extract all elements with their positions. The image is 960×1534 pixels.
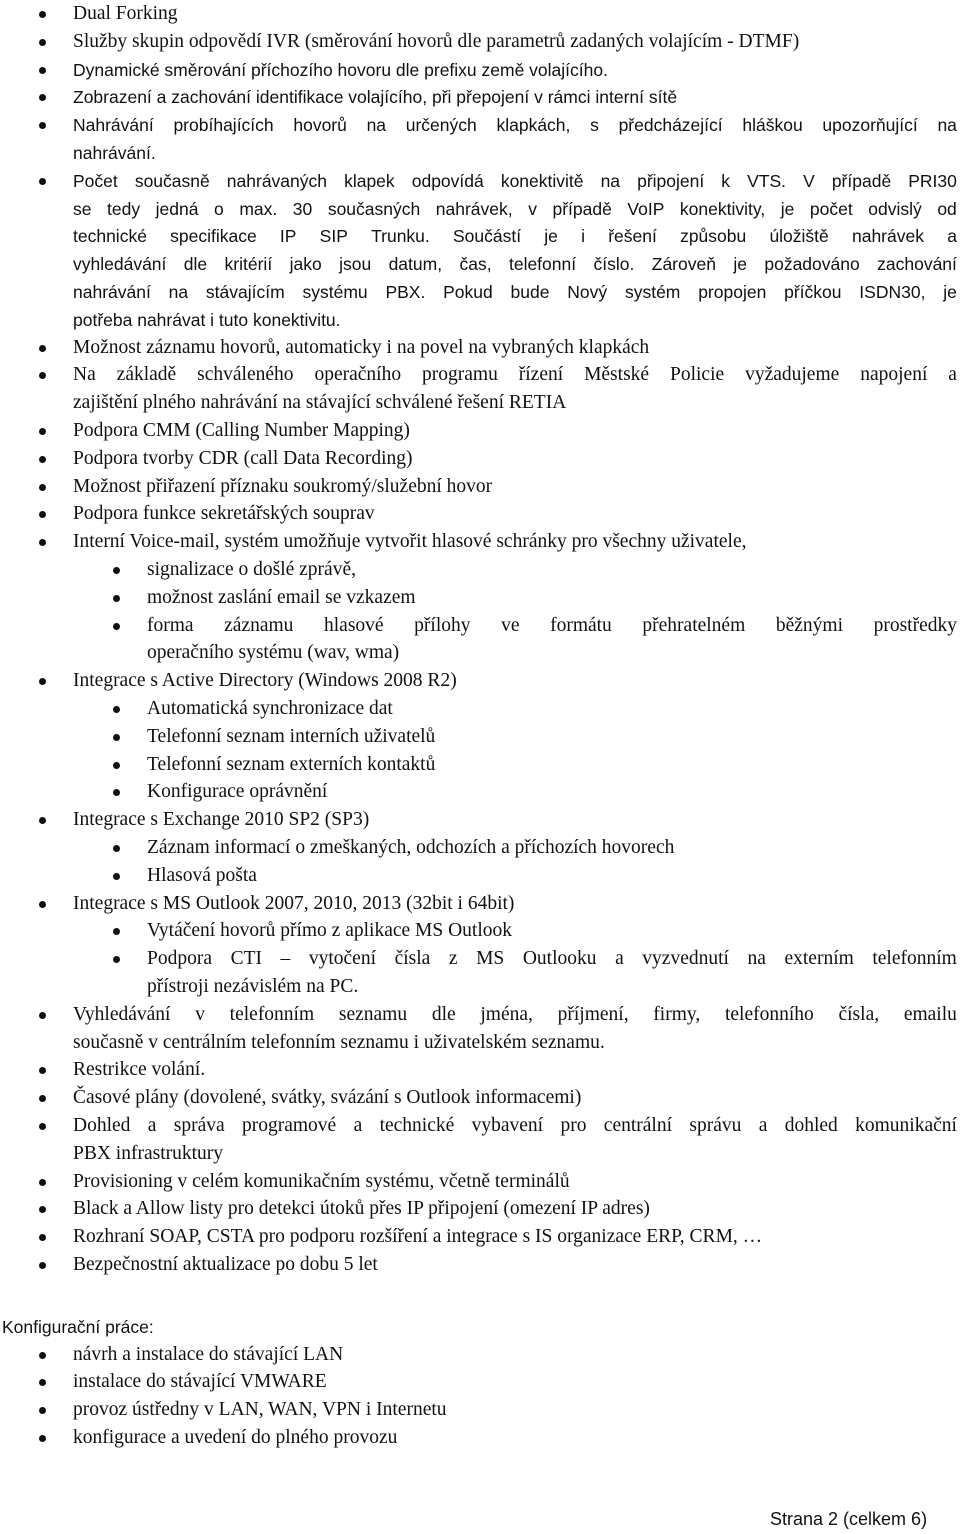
sub-bullet-icon <box>113 789 120 796</box>
list-item-text: Integrace s Exchange 2010 SP2 (SP3) <box>73 809 370 831</box>
sub-bullet-icon <box>113 623 120 630</box>
bullet-icon <box>39 372 46 379</box>
bullet-icon <box>39 94 46 101</box>
list-item-text: Telefonní seznam externích kontaktů <box>147 753 436 775</box>
bullet-icon <box>39 1435 46 1442</box>
bullet-icon <box>39 1095 46 1102</box>
bullet-icon <box>39 67 46 74</box>
list-item-text: Na základě schváleného operačního programu řízení Městské Policie vyžadujeme napojení a <box>73 364 957 386</box>
sub-bullet-icon <box>113 706 120 713</box>
bullet-icon <box>39 1262 46 1269</box>
list-item-text: zajištění plného nahrávání na stávající schválené řešení RETIA <box>73 392 567 414</box>
list-item-text: Dohled a správa programové a technické vybavení pro centrální správu a dohled komunikační <box>73 1115 957 1136</box>
list-item-text: instalace do stávající VMWARE <box>73 1371 327 1393</box>
list-item-text: Nahrávání probíhajících hovorů na určených klapkách, s předcházející hláškou upozorňující na <box>73 115 957 136</box>
list-item-text: Automatická synchronizace dat <box>147 698 393 719</box>
list-item-text: se tedy jedná o max. 30 současných nahrávek, v případě VoIP konektivity, je počet odvislý od <box>73 198 957 219</box>
list-item-text: Rozhraní SOAP, CSTA pro podporu rozšíření a integrace s IS organizace ERP, CRM, … <box>73 1226 763 1248</box>
list-item-text: signalizace o došlé zprávě, <box>147 559 356 580</box>
list-item-text: Vytáčení hovorů přímo z aplikace MS Outlook <box>147 920 513 942</box>
list-item-text: Konfigurace oprávnění <box>147 781 328 803</box>
bullet-icon <box>39 122 46 129</box>
list-item-text: Podpora funkce sekretářských souprav <box>73 503 375 525</box>
bullet-icon <box>39 178 46 185</box>
sub-bullet-icon <box>113 873 120 880</box>
list-item-text: Hlasová pošta <box>147 864 257 886</box>
list-item-text: Integrace s MS Outlook 2007, 2010, 2013 (32bit i 64bit) <box>73 892 515 914</box>
bullet-icon <box>39 1352 46 1359</box>
list-item-text: Interní Voice-mail, systém umožňuje vytvořit hlasové schránky pro všechny uživatele, <box>73 531 747 553</box>
bullet-icon <box>39 817 46 824</box>
list-item-text: Podpora CTI – vytočení čísla z MS Outlooku a vyzvednutí na externím telefonním <box>147 948 957 970</box>
list-item-text: forma záznamu hlasové přílohy ve formátu přehratelném běžnými prostředky <box>147 614 957 636</box>
list-item-text: potřeba nahrávat i tuto konektivitu. <box>73 309 341 330</box>
bullet-icon <box>39 484 46 491</box>
bullet-icon <box>39 1379 46 1386</box>
bullet-icon <box>39 39 46 46</box>
list-item-text: provoz ústředny v LAN, WAN, VPN i Internetu <box>73 1399 447 1421</box>
list-item-text: současně v centrálním telefonním seznamu i uživatelském seznamu. <box>73 1031 605 1053</box>
list-item-text: nahrávání. <box>73 143 156 163</box>
sub-bullet-icon <box>113 567 120 574</box>
list-item-text: Možnost záznamu hovorů, automaticky i na povel na vybraných klapkách <box>73 336 650 358</box>
sub-bullet-icon <box>113 928 120 935</box>
list-item-text: Bezpečnostní aktualizace po dobu 5 let <box>73 1254 378 1275</box>
list-item-text: návrh a instalace do stávající LAN <box>73 1343 344 1365</box>
list-item-text: Počet současně nahrávaných klapek odpovídá konektivitě na připojení k VTS. V případě PRI30 <box>73 170 957 191</box>
bullet-icon <box>39 11 46 18</box>
list-item-text: Zobrazení a zachování identifikace volajícího, při přepojení v rámci interní sítě <box>73 87 678 108</box>
bullet-icon <box>39 1179 46 1186</box>
bullet-icon <box>39 1123 46 1130</box>
list-item-text: Služby skupin odpovědí IVR (směrování hovorů dle parametrů zadaných volajícím - DTMF) <box>73 30 800 52</box>
bullet-icon <box>39 1012 46 1019</box>
bullet-icon <box>39 456 46 463</box>
list-item-text: Záznam informací o zmeškaných, odchozích a příchozích hovorech <box>147 837 675 858</box>
list-item-text: Podpora CMM (Calling Number Mapping) <box>73 420 410 441</box>
list-item-text: nahrávání na stávajícím systému PBX. Pokud bude Nový systém propojen příčkou ISDN30, je <box>73 282 957 302</box>
sub-bullet-icon <box>113 845 120 852</box>
list-item-text: Možnost přiřazení příznaku soukromý/služební hovor <box>73 475 493 497</box>
list-item-text: Dynamické směrování příchozího hovoru dle prefixu země volajícího. <box>73 59 608 80</box>
list-item-text: PBX infrastruktury <box>73 1142 224 1164</box>
sub-bullet-icon <box>113 595 120 602</box>
bullet-icon <box>39 1234 46 1241</box>
bullet-icon <box>39 1206 46 1213</box>
bullet-icon <box>39 1067 46 1074</box>
sub-bullet-icon <box>113 762 120 769</box>
page-number: Strana 2 (celkem 6) <box>770 1509 928 1529</box>
list-item-text: Časové plány (dovolené, svátky, svázání s Outlook informacemi) <box>73 1087 582 1109</box>
list-item-text: Vyhledávání v telefonním seznamu dle jména, příjmení, firmy, telefonního čísla, emailu <box>73 1003 957 1025</box>
bullet-icon <box>39 539 46 546</box>
list-item-text: Provisioning v celém komunikačním systému, včetně terminálů <box>73 1170 570 1192</box>
list-item-text: možnost zaslání email se vzkazem <box>147 586 416 608</box>
list-item-text: technické specifikace IP SIP Trunku. Součástí je i řešení způsobu úložiště nahrávek a <box>73 226 957 247</box>
bullet-icon <box>39 345 46 352</box>
bullet-icon <box>39 428 46 435</box>
list-item-text: Podpora tvorby CDR (call Data Recording) <box>73 447 413 469</box>
list-item-text: Dual Forking <box>73 3 178 24</box>
list-item-text: Black a Allow listy pro detekci útoků přes IP připojení (omezení IP adres) <box>73 1198 650 1220</box>
list-item-text: vyhledávání dle kritérií jako jsou datum, čas, telefonní číslo. Zároveň je požadováno zachování <box>73 254 957 275</box>
list-item-text: Telefonní seznam interních uživatelů <box>147 725 436 747</box>
bullet-icon <box>39 511 46 518</box>
list-item-text: přístroji nezávislém na PC. <box>147 976 359 997</box>
sub-bullet-icon <box>113 956 120 963</box>
bullet-icon <box>39 901 46 908</box>
list-item-text: Restrikce volání. <box>73 1059 206 1081</box>
bullet-icon <box>39 1407 46 1414</box>
bullet-icon <box>39 678 46 685</box>
sub-bullet-icon <box>113 734 120 741</box>
list-item-text: konfigurace a uvedení do plného provozu <box>73 1427 398 1448</box>
section-heading: Konfigurační práce: <box>2 1316 154 1337</box>
list-item-text: Integrace s Active Directory (Windows 2008 R2) <box>73 670 457 692</box>
list-item-text: operačního systému (wav, wma) <box>147 642 400 664</box>
